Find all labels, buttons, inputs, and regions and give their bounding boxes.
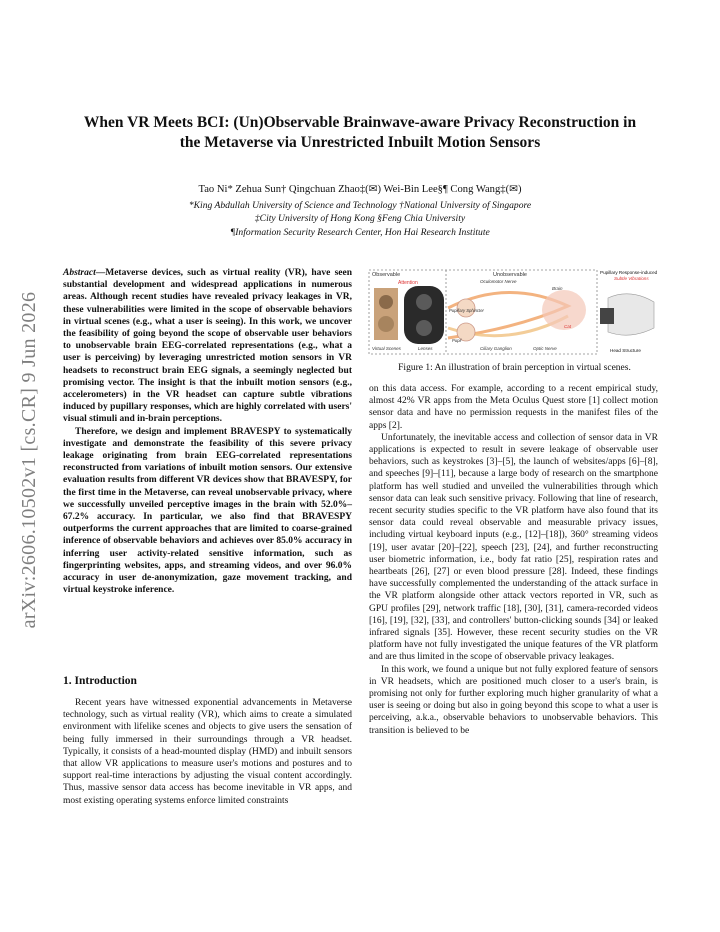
title-line-1: When VR Meets BCI: (Un)Observable Brainwave-aware Privacy Reconstruction in: [83, 114, 637, 131]
fig-label-right-title: Pupillary Response-induced: [600, 270, 658, 275]
right-paragraph-3: In this work, we found a unique but not fully explored feature of sensors in VR headsets, which are positioned much closer to a user's brain, is promising not only for further exploring much higher granularity of what a user is seeing or doing but also in going beyond this scope to what a user is perceiving, a.k.a., observable behaviors to unobservable behaviors. This transition is believed to be: [369, 664, 658, 736]
fig-label-pupil: Pupil: [452, 338, 462, 343]
right-paragraph-1: on this data access. For example, according to a recent empirical study, almost 42% VR apps from the Meta Oculus Quest store [1] collect motion sensor data and have no permission requests in the manifest files of the apps [2].: [369, 384, 658, 431]
title-line-2: the Metaverse via Unrestricted Inbuilt Motion Sensors: [179, 134, 541, 151]
fig-label-lenses: Lenses: [418, 346, 433, 351]
figure-1: [368, 268, 661, 356]
head-image: [608, 294, 654, 335]
fig-label-right-sub: Subtle Vibrations: [614, 276, 649, 281]
author-list: Tao Ni* Zehua Sun† Qingchuan Zhao‡(✉) Wei-Bin Lee§¶ Cong Wang‡(✉): [198, 184, 522, 195]
fig-label-cat: Cat: [564, 324, 572, 329]
affiliation-line-2: ‡City University of Hong Kong §Feng Chia University: [254, 213, 466, 224]
abstract-paragraph-2: Therefore, we design and implement BRAVESPY to systematically investigate and demonstrate the feasibility of this severe privacy leakage originating from brain EEG-correlated representations reconstructed from variations of inbuilt motion sensors. Our extensive evaluation results from different VR devices show that BRAVESPY, for the first time in the Metaverse, can reveal unobservable privacy, where we successfully unveiled perceptive images in the brain with 52.0%–67.2% accuracy. In particular, we also find that BRAVESPY outperforms the current approaches that are limited to coarse-grained inference of observable behaviors and achieves over 85.0% accuracy in inferring user activity-related sensitive information, such as fingerprinting websites, apps, and streaming videos, and over 96.0% accuracy in user de-anonymization, gaze movement tracking, and virtual keystroke inference.: [63, 426, 352, 596]
fig-label-oculomotor: Oculomotor Nerve: [480, 279, 517, 284]
fig-label-observable: Observable: [372, 272, 401, 278]
fig-label-head-structure: Head Structure: [610, 348, 641, 353]
fig-label-brain: Brain: [552, 286, 563, 291]
paper-title: [40, 113, 680, 153]
fig-label-ciliary: Ciliary Ganglion: [480, 346, 512, 351]
fig-label-virtual-scenes: Virtual Scenes: [372, 346, 401, 351]
fig-label-unobservable: Unobservable: [493, 272, 527, 278]
affiliation-line-1: *King Abdullah University of Science and Technology †National University of Singapore: [188, 200, 532, 211]
section-heading: 1. Introduction: [63, 675, 137, 687]
affiliation-line-3: ¶Information Security Research Center, Hon Hai Research Institute: [230, 227, 490, 238]
fig-label-attention: Attention: [398, 280, 418, 286]
intro-paragraph-left: Recent years have witnessed exponential advancements in Metaverse technology, such as virtual reality (VR), which aims to create a simulated environment with lifelike scenes and objects to give users the sensation of being fully immersed in their surroundings through a VR headset. Typically, it consists of a head-mounted display (HMD) and inbuilt sensors that allow VR applications to measure user's motions and postures and to support real-time interactions by adjusting the visual content accordingly. Thus, massive sensor data access has become inevitable in VR apps, and most existing operating systems enforce limited constraints: [63, 698, 352, 806]
abstract-paragraph-1: —Metaverse devices, such as virtual reality (VR), have seen substantial development and widespread applications in numerous areas. Although recent studies have revealed privacy leakages in VR, these vulnerabilities were limited in the scope of observable behaviors in virtual scenes (e.g., what a user is seeing). In this work, we uncover the feasibility of going beyond the scope of observable user behaviors to unobservable brain EEG-correlated representations (e.g., what a user is perceiving) by leveraging unrestricted motion sensors in VR headsets to reconstruct brain EEG signals, a seemingly neglected but promising vector. The insight is that the inbuilt motion sensors (e.g., accelerometers) in the VR headset can capture subtle vibrations induced by pupillary responses, which are highly correlated with users' visual stimuli and in-brain perceptions.: [63, 268, 352, 425]
abstract: [63, 267, 352, 596]
fig-label-sphincter: Pupillary Sphincter: [449, 308, 484, 313]
arxiv-stamp: arXiv:2606.10502v1 [cs.CR] 9 Jun 2026: [18, 291, 40, 629]
right-paragraph-2: Unfortunately, the inevitable access and collection of sensor data in VR applications is expected to result in severe leakage of observable user behaviors, such as keystrokes [3]–[5], the launch of websites/apps [6]–[8], and speeches [9]–[11], because a large body of research on the smartphone platform has well studied and unveiled the vulnerabilities through which sensor data can leak such sensitive privacy. Following that line of research, recent security studies specific to the VR platform have also found that its sensor data could reveal observable and measurable privacy issues, including virtual keyboard inputs (e.g., [12]–[18]), 360° streaming videos [19], user avatar [20]–[22], speech [23], [24], and further reconstructing user biometric information, i.e., body fat ratio [25], respiration rates and heartbeats [26], [27] or even blood pressure [28]. Indeed, these findings have successfully complemented the understanding of the attack surface in the VR platform alongside other attack vectors reported in VR, such as GPU profiles [29], network traffic [18], [30], [31], camera-recorded videos [16], [19], [32], [33], and controllers' button-clicking sounds [34] or leaked infrared signals [35]. However, these recent security studies on the VR platform have not fully investigated the unique features of the VR platform and are thus limited in the scope of observable privacy leakages.: [369, 432, 658, 663]
fig-label-optic: Optic Nerve: [533, 346, 557, 351]
figure-caption: Figure 1: An illustration of brain perception in virtual scenes.: [398, 363, 631, 373]
right-column: [369, 383, 658, 737]
abstract-label: Abstract: [63, 268, 96, 278]
